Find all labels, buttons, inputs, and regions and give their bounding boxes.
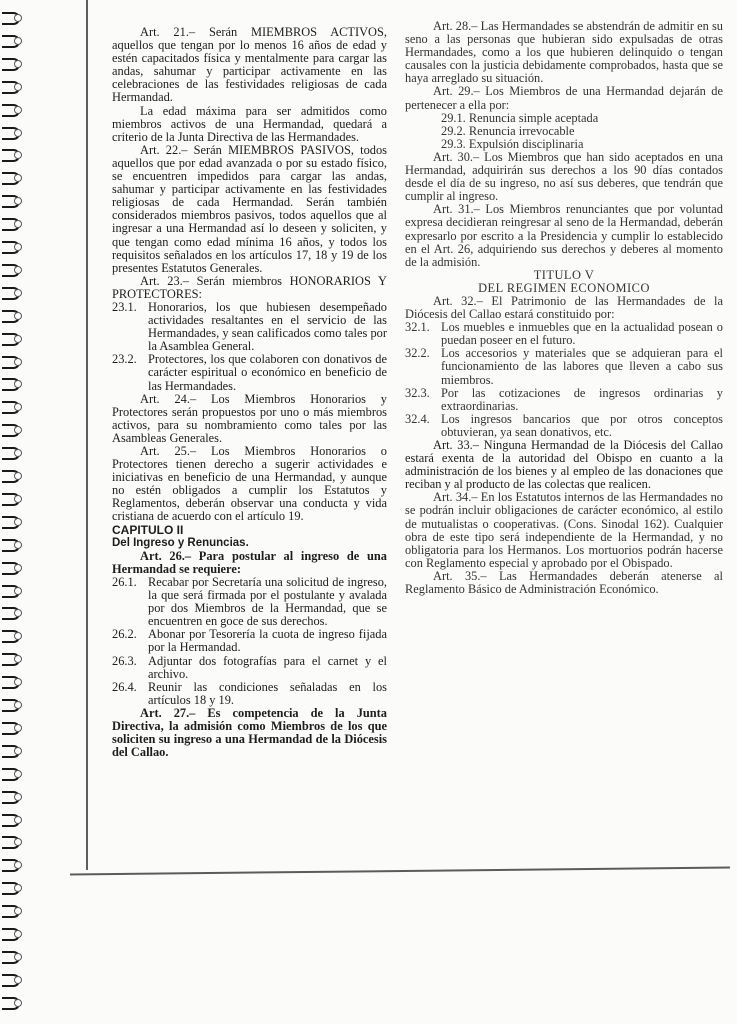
page-edge-line: [86, 0, 88, 870]
article-29-item: 29.1. Renuncia simple aceptada: [441, 110, 599, 125]
article-35: Art. 35.– Las Hermandades deberán atenerse al Reglamento Básico de Administración Económico.: [405, 568, 723, 597]
binding-ring: [0, 766, 20, 780]
item-text: Los ingresos bancarios que por otros conceptos obtuvieran, ya sean donativos, etc.: [441, 411, 723, 439]
binding-ring: [0, 834, 20, 848]
binding-ring: [0, 33, 20, 47]
binding-ring: [0, 880, 20, 894]
left-column: [112, 26, 387, 759]
article-26-item: [112, 655, 387, 681]
article-26-item: [112, 628, 387, 654]
item-text: Los accesorios y materiales que se adquieran para el funcionamiento de las labores que lleven a cabo sus miembros.: [441, 346, 723, 387]
item-text: Los muebles e inmuebles que en la actualidad posean o puedan poseer en el futuro.: [441, 320, 723, 348]
binding-ring: [0, 812, 20, 826]
item-text: Recabar por Secretaría una solicitud de ingreso, la que será firmada por el postulante y avalada por dos Miembros de la Hermandad, que se encuentren en goce de sus derechos.: [148, 574, 387, 629]
binding-ring: [0, 331, 20, 345]
binding-ring: [0, 399, 20, 413]
binding-ring: [0, 170, 20, 184]
binding-ring: [0, 445, 20, 459]
article-32-item: [405, 321, 723, 347]
item-number: 23.1.: [112, 299, 137, 314]
item-number: 23.2.: [112, 352, 137, 367]
right-column: [405, 20, 723, 596]
article-30: Art. 30.– Los Miembros que han sido aceptados en una Hermandad, adquirirán sus derechos a los 90 días contados desde el día de su ingreso, no así sus deberes, que tendrán que cumplir al ingreso.: [405, 149, 723, 204]
item-text: Honorarios, los que hubiesen desempeñado actividades resaltantes en el servicio de las Hermandades, y sean calificados como tales por la Asamblea General.: [148, 299, 387, 354]
page-bottom-edge: [70, 867, 730, 876]
item-text: Adjuntar dos fotografías para el carnet y el archivo.: [148, 653, 387, 681]
article-33: Art. 33.– Ninguna Hermandad de la Diócesis del Callao estará exenta de la autoridad del Obispo en cuanto a la administración de los bienes y al empleo de las donaciones que reciban y al producto de las colectas que realicen.: [405, 438, 723, 492]
binding-ring: [0, 102, 20, 116]
spiral-binding: [0, 10, 26, 1020]
item-text: Reunir las condiciones señaladas en los artículos 18 y 19.: [148, 679, 387, 707]
article-26-item: [112, 576, 387, 628]
binding-ring: [0, 560, 20, 574]
binding-ring: [0, 926, 20, 940]
item-number: 32.2.: [405, 346, 430, 361]
article-21-paragraph-2: La edad máxima para ser admitidos como miembros activos de una Hermandad, quedará a criterio de la Junta Directiva de las Hermandades.: [112, 103, 387, 144]
binding-ring: [0, 193, 20, 207]
binding-ring: [0, 491, 20, 505]
article-29-item: 29.2. Renuncia irrevocable: [441, 123, 575, 138]
binding-ring: [0, 903, 20, 917]
binding-ring: [0, 262, 20, 276]
article-29: Art. 29.– Los Miembros de una Hermandad dejarán de pertenecer a ella por:: [405, 84, 723, 112]
article-26: Art. 26.– Para postular al ingreso de una Hermandad se requiere:: [112, 548, 387, 576]
article-26-item: [112, 681, 387, 707]
item-number: 32.4.: [405, 411, 430, 426]
binding-ring: [0, 743, 20, 757]
item-number: 26.3.: [112, 653, 137, 668]
article-34: Art. 34.– En los Estatutos internos de las Hermandades no se podrán incluir obligaciones de carácter económico, al estilo de mutualistas o cooperativas. (Cons. Sinodal 162). Cualquier obra de este tipo será independiente de la Hermandad, y no obligatoria para los Hermanos. Los mortuorios podrán hacerse con Reglamento especial y aprobado por el Obispado.: [405, 490, 723, 570]
binding-ring: [0, 537, 20, 551]
binding-ring: [0, 628, 20, 642]
binding-ring: [0, 147, 20, 161]
binding-ring: [0, 125, 20, 139]
chapter-subtitle: Del Ingreso y Renuncias.: [112, 536, 249, 549]
article-27: Art. 27.– Es competencia de la Junta Directiva, la admisión como Miembros de los que soliciten su ingreso a una Hermandad de la Diócesis del Callao.: [112, 705, 387, 760]
chapter-title: CAPITULO II: [112, 522, 184, 537]
item-text: Por las cotizaciones de ingresos ordinarias y extraordinarias.: [441, 385, 723, 413]
item-number: 26.2.: [112, 627, 137, 642]
article-32: Art. 32.– El Patrimonio de las Hermandades de la Diócesis del Callao estará constituido por:: [405, 293, 723, 322]
item-number: 32.1.: [405, 320, 430, 335]
binding-ring: [0, 56, 20, 70]
binding-ring: [0, 605, 20, 619]
article-32-item: [405, 347, 723, 386]
article-21: Art. 21.– Serán MIEMBROS ACTIVOS, aquellos que tengan por lo menos 16 años de edad y estén capacitados física y mentalmente para cargar las andas, sahumar y participar activamente en las celebraciones de las festividades religiosas de cada Hermandad.: [112, 25, 387, 105]
binding-ring: [0, 674, 20, 688]
binding-ring: [0, 949, 20, 963]
binding-ring: [0, 651, 20, 665]
binding-ring: [0, 308, 20, 322]
article-31: Art. 31.– Los Miembros renunciantes que por voluntad expresa decidieran reingresar al seno de la Hermandad, deberán expresarlo por escrito a la Presidencia y cumplir lo establecido en el Art. 26, adquiriendo sus derechos y deberes al momento de la admisión.: [405, 202, 723, 269]
binding-ring: [0, 583, 20, 597]
binding-ring: [0, 857, 20, 871]
binding-ring: [0, 514, 20, 528]
article-25: Art. 25.– Los Miembros Honorarios o Protectores tienen derecho a sugerir actividades e iniciativas en beneficio de una Hermandad, y aunque no estén obligados a cumplir los Estatutos y Reglamentos, deberán observar una conducta y vida cristiana de acuerdo con el artículo 19.: [112, 444, 387, 524]
binding-ring: [0, 697, 20, 711]
binding-ring: [0, 376, 20, 390]
binding-ring: [0, 10, 20, 24]
article-23: Art. 23.– Serán miembros HONORARIOS Y PROTECTORES:: [112, 273, 387, 301]
article-32-item: [405, 387, 723, 413]
binding-ring: [0, 239, 20, 253]
title-heading: TITULO V: [533, 267, 595, 282]
article-28: Art. 28.– Las Hermandades se abstendrán de admitir en su seno a las personas que hubieran sido expulsadas de otras Hermandades, como a los que hubieren delinquido o tengan causales con la justicia debidamente comprobados, hasta que se haya arreglado su situación.: [405, 19, 723, 86]
item-text: Abonar por Tesorería la cuota de ingreso fijada por la Hermandad.: [148, 627, 387, 655]
item-number: 26.1.: [112, 574, 137, 589]
item-number: 26.4.: [112, 679, 137, 694]
article-23-item: [112, 353, 387, 392]
article-29-item: 29.3. Expulsión disciplinaria: [441, 136, 584, 151]
binding-ring: [0, 422, 20, 436]
article-24: Art. 24.– Los Miembros Honorarios y Protectores serán propuestos por uno o más miembros activos, para su nombramiento como tales por las Asambleas Generales.: [112, 391, 387, 445]
binding-ring: [0, 285, 20, 299]
binding-ring: [0, 216, 20, 230]
binding-ring: [0, 468, 20, 482]
article-32-item: [405, 413, 723, 439]
article-23-item: [112, 301, 387, 353]
item-text: Protectores, los que colaboren con donativos de carácter espiritual o económico en beneficio de las Hermandades.: [148, 352, 387, 393]
binding-ring: [0, 789, 20, 803]
title-subheading: DEL REGIMEN ECONOMICO: [478, 280, 650, 295]
article-22: Art. 22.– Serán MIEMBROS PASIVOS, todos aquellos que por edad avanzada o por su estado físico, se encuentren impedidos para cargar las andas, sahumar y participar activamente en las festividades religiosas de cada Hermandad. Serán también considerados miembros pasivos, todos aquellos que al ingresar a una Hermandad así lo deseen y soliciten, y que tengan como edad mínima 16 años, y todos los requisitos señalados en los artículos 17, 18 y 19 de los presentes Estatutos Generales.: [112, 142, 387, 275]
binding-ring: [0, 79, 20, 93]
item-number: 32.3.: [405, 385, 430, 400]
binding-ring: [0, 354, 20, 368]
binding-ring: [0, 995, 20, 1009]
binding-ring: [0, 720, 20, 734]
binding-ring: [0, 972, 20, 986]
